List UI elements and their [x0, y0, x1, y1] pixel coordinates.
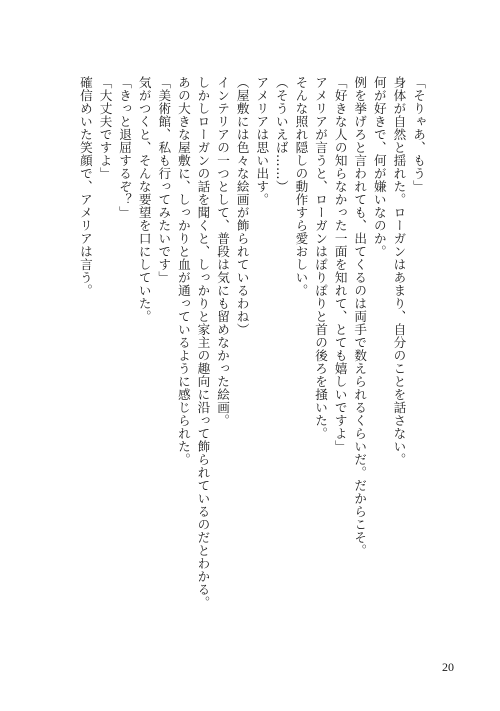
text-line: アメリアが言うと、ローガンはぽりぽりと首の後ろを掻いた。 [313, 76, 329, 440]
text-line: 身体が自然と揺れた。ローガンはあまり、自分のことを話さない。 [391, 76, 407, 466]
body-text [75, 76, 428, 636]
text-line: 確信めいた笑顔で、アメリアは言う。 [77, 76, 93, 297]
text-line: 「好きな人の知らなかった一面を知れて、とても嬉しいですよ」 [332, 76, 348, 453]
text-line: （屋敷には色々な絵画が飾られているわね） [234, 76, 250, 336]
text-line: あの大きな屋敷に、しっかりと血が通っているように感じられた。 [175, 76, 191, 466]
text-line: 「大丈夫ですよ」 [97, 76, 113, 180]
text-line: しかしローガンの話を聞くと、しっかりと家主の趣向に沿って飾られているのだとわかる。 [195, 76, 211, 609]
text-line: 例を挙げろと言われても、出てくるのは両手で数えられるくらいだ。だからこそ。 [352, 76, 368, 557]
text-line: 「そりゃあ、もう」 [411, 76, 426, 193]
text-line: 気がつくと、そんな要望を口にしていた。 [136, 76, 152, 323]
text-line: 「美術館、私も行ってみたいです」 [156, 76, 172, 284]
text-line: （そういえば……） [273, 76, 289, 193]
text-line: 何が好きで、何が嫌いなのか。 [371, 76, 387, 258]
text-line: そんな照れ隠しの動作すら愛おしい。 [293, 76, 309, 297]
page-number: 20 [442, 660, 454, 674]
text-line: アメリアは思い出す。 [254, 76, 270, 206]
text-line: インテリアの一つとして、普段は気にも留めなかった絵画。 [215, 76, 231, 427]
text-line: 「きっと退屈するぞ？」 [117, 76, 133, 219]
